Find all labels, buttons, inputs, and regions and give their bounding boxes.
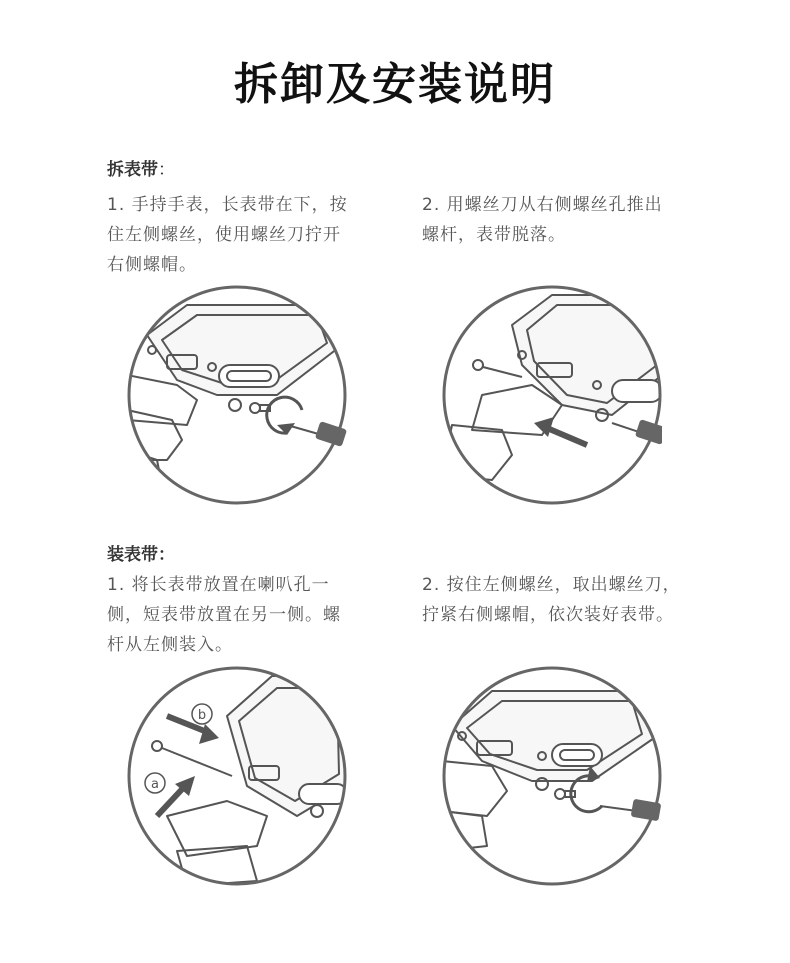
watch-strap-diagram — [127, 285, 347, 505]
svg-text:b: b — [197, 708, 207, 723]
install-step-2: 2. 按住左侧螺丝，取出螺丝刀， 拧紧右侧螺帽，依次装好表带。 — [422, 575, 681, 625]
remove-illustration-1 — [127, 285, 347, 505]
install-illustration-2 — [442, 666, 662, 886]
install-illustration-1 — [127, 666, 347, 886]
install-section-label: 装表带： — [107, 545, 175, 565]
page-title: 拆卸及安装说明 — [234, 59, 556, 110]
remove-step-2: 2. 用螺丝刀从右侧螺丝孔推出 螺杆，表带脱落。 — [422, 195, 663, 245]
marker-b — [192, 704, 212, 724]
remove-step-1: 1. 手持手表，长表带在下，按 住左侧螺丝，使用螺丝刀拧开 右侧螺帽。 — [107, 195, 348, 275]
install-step-1: 1. 将长表带放置在喇叭孔一 侧，短表带放置在另一侧。螺 杆从左侧装入。 — [107, 575, 341, 655]
push-arrow-icon — [534, 417, 587, 445]
screw-icon — [473, 360, 522, 377]
marker-a — [145, 773, 165, 793]
rotate-arrow-icon — [267, 397, 302, 435]
svg-text:a: a — [151, 777, 159, 792]
push-arrow-icon — [157, 716, 219, 816]
remove-section-label: 拆表带： — [107, 160, 175, 180]
remove-illustration-2 — [442, 285, 662, 505]
screw-icon — [152, 741, 232, 776]
